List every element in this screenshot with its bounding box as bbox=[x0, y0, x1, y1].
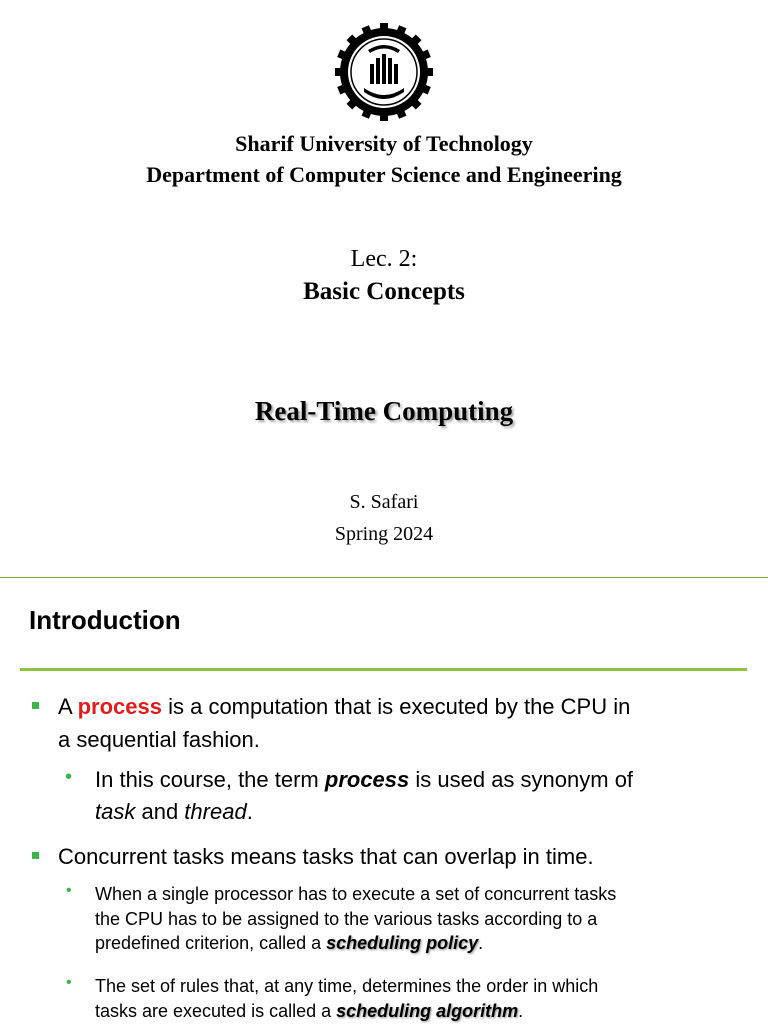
term-thread: thread bbox=[184, 799, 247, 824]
keyword-scheduling-algorithm: scheduling algorithm bbox=[336, 1000, 519, 1021]
square-bullet-icon bbox=[32, 702, 39, 709]
title-underline bbox=[20, 668, 747, 671]
bullet-text: A bbox=[58, 694, 72, 719]
department-name: Department of Computer Science and Engineering bbox=[146, 162, 622, 187]
square-bullet-icon bbox=[32, 852, 39, 859]
keyword-process: process bbox=[77, 694, 162, 719]
round-bullet-icon: • bbox=[66, 882, 72, 899]
bullet-text: . bbox=[518, 1000, 524, 1021]
bullet-text: the CPU has to be assigned to the various tasks according to a bbox=[95, 908, 598, 929]
course-title: Real-Time Computing bbox=[254, 396, 514, 426]
bullet-text: . bbox=[246, 799, 253, 824]
slide-title: Introduction bbox=[29, 605, 181, 635]
bullet-text: is a computation that is executed by the CPU in bbox=[161, 694, 631, 719]
bullet-text: When a single processor has to execute a set of concurrent tasks bbox=[95, 884, 617, 904]
subbullet-scheduling-algorithm bbox=[95, 974, 735, 1023]
round-bullet-icon: • bbox=[66, 974, 72, 991]
bullet-text: . bbox=[478, 933, 484, 953]
bullet-text: is used as synonym of bbox=[409, 767, 634, 792]
round-bullet-icon: • bbox=[65, 766, 73, 788]
bullet-text: The set of rules that, at any time, determines the order in which bbox=[95, 976, 599, 996]
bullet-text: a sequential fashion. bbox=[58, 727, 260, 752]
subbullet-synonym bbox=[95, 764, 745, 828]
lecture-title: Basic Concepts bbox=[303, 278, 465, 305]
term-task: task bbox=[95, 799, 136, 824]
keyword-scheduling-policy: scheduling policy bbox=[326, 933, 479, 953]
bullet-text: tasks are executed is called a bbox=[95, 1000, 337, 1021]
author-name: S. Safari bbox=[349, 491, 419, 513]
bullet-text: In this course, the term bbox=[95, 767, 325, 792]
bullet-text: and bbox=[135, 799, 185, 824]
subbullet-scheduling-policy bbox=[95, 882, 735, 956]
university-name: Sharif University of Technology bbox=[235, 131, 533, 156]
bullet-text: predefined criterion, called a bbox=[95, 933, 327, 953]
introduction-slide bbox=[0, 578, 768, 1024]
term: Spring 2024 bbox=[334, 523, 434, 545]
bullet-process bbox=[58, 690, 748, 756]
sharif-university-logo bbox=[334, 22, 434, 122]
lecture-number: Lec. 2: bbox=[350, 246, 418, 272]
keyword-process: process bbox=[324, 767, 410, 792]
bullet-concurrent-tasks: Concurrent tasks means tasks that can overlap in time. bbox=[58, 844, 594, 869]
